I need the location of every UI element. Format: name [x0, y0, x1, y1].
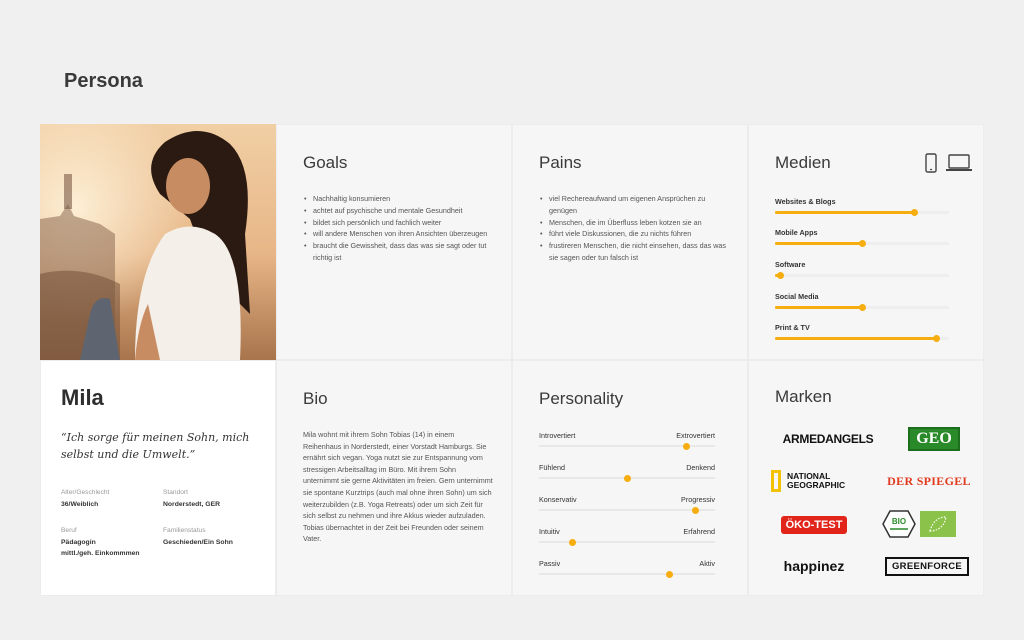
media-knob — [859, 240, 866, 247]
personality-slider — [539, 527, 715, 551]
media-fill — [775, 306, 862, 309]
persona-name: Mila — [61, 385, 104, 410]
goals-title: Goals — [303, 153, 348, 172]
goals-card — [276, 124, 512, 360]
age-value: 36/Weiblich — [61, 501, 99, 508]
list-item: • braucht die Gewissheit, dass das was sie sagt oder tut richtig ist — [303, 240, 493, 264]
trait-right-label: Denkend — [686, 463, 715, 472]
list-item: • führt viele Diskussionen, die zu nichts führen — [539, 228, 729, 240]
medien-title: Medien — [775, 153, 831, 172]
happinez-logo: happinez — [783, 558, 845, 574]
eu-organic-leaf-icon — [920, 511, 956, 537]
trait-right-label: Erfahrend — [683, 527, 715, 536]
location-value: Norderstedt, GER — [163, 501, 221, 508]
trait-left-label: Introvertiert — [539, 431, 576, 440]
list-item: • achtet auf psychische und mentale Gesundheit — [303, 205, 493, 217]
personality-slider — [539, 463, 715, 487]
oekotest-logo: ÖKO-TEST — [781, 516, 848, 534]
laptop-icon — [945, 154, 973, 172]
personality-title: Personality — [539, 389, 624, 408]
list-item: • frustireren Menschen, die nicht einsehen, dass das was sie sagen oder tun falsch ist — [539, 240, 729, 264]
media-label: Social Media — [775, 292, 819, 301]
smartphone-icon — [925, 153, 937, 173]
media-label: Websites & Blogs — [775, 197, 836, 206]
media-item — [775, 197, 949, 214]
greenforce-logo: GREENFORCE — [885, 557, 969, 576]
trait-track — [539, 509, 715, 511]
profile-card — [40, 360, 276, 596]
pains-card — [512, 124, 748, 360]
pains-title: Pains — [539, 153, 582, 172]
spiegel-logo: DER SPIEGEL — [887, 473, 971, 488]
bio-hexagon-icon — [882, 510, 916, 538]
persona-quote: “Ich sorge für meinen Sohn, mich selbst und die Umwelt.” — [61, 431, 250, 461]
list-item: • Nachhaltig konsumieren — [303, 193, 493, 205]
media-label: Mobile Apps — [775, 228, 818, 237]
natgeo-logo: NATIONAL GEOGRAPHIC — [787, 471, 846, 490]
bio-title: Bio — [303, 389, 328, 408]
list-item: • viel Rechereaufwand um eigenen Ansprüchen zu genügen — [539, 193, 729, 217]
trait-right-label: Progressiv — [681, 495, 715, 504]
personality-slider — [539, 431, 715, 455]
geo-logo-wrap — [903, 425, 965, 453]
trait-track — [539, 541, 715, 543]
media-item — [775, 292, 949, 309]
media-track — [775, 242, 949, 245]
marken-card — [748, 360, 984, 596]
job-label: Beruf — [61, 527, 77, 534]
marken-title: Marken — [775, 387, 832, 406]
trait-track — [539, 445, 715, 447]
list-item: • Menschen, die im Überfluss leben kotzen sie an — [539, 217, 729, 229]
personality-card — [512, 360, 748, 596]
job-value: Pädagogin — [61, 539, 96, 546]
trait-left-label: Intuitiv — [539, 527, 560, 536]
media-knob — [933, 335, 940, 342]
geo-logo: GEO — [908, 427, 960, 451]
personality-slider — [539, 495, 715, 519]
trait-right-label: Extrovertiert — [676, 431, 715, 440]
goals-list — [303, 193, 493, 264]
income-value: mittl./geh. Einkommmen — [61, 550, 140, 557]
trait-knob — [683, 443, 690, 450]
family-value: Geschieden/Ein Sohn — [163, 539, 233, 546]
media-track — [775, 211, 949, 214]
trait-left-label: Passiv — [539, 559, 561, 568]
list-item: • will andere Menschen von ihren Ansichten überzeugen — [303, 228, 493, 240]
media-track — [775, 337, 949, 340]
family-label: Familienstatus — [163, 527, 206, 534]
page-title: Persona — [64, 70, 143, 92]
persona-photo — [40, 124, 276, 360]
media-track — [775, 274, 949, 277]
media-label: Print & TV — [775, 323, 810, 332]
media-track — [775, 306, 949, 309]
trait-knob — [666, 571, 673, 578]
media-fill — [775, 211, 914, 214]
trait-left-label: Konservativ — [539, 495, 577, 504]
trait-knob — [624, 475, 631, 482]
media-fill — [775, 337, 937, 340]
natgeo-frame-icon — [771, 470, 781, 492]
media-item — [775, 260, 949, 277]
medien-card — [748, 124, 984, 360]
list-item: • bildet sich persönlich und fachlich weiter — [303, 217, 493, 229]
media-knob — [859, 304, 866, 311]
media-knob — [911, 209, 918, 216]
media-knob — [777, 272, 784, 279]
trait-left-label: Fühlend — [539, 463, 565, 472]
personality-slider — [539, 559, 715, 583]
bio-logo-wrap — [879, 509, 959, 539]
bio-card — [276, 360, 512, 596]
natgeo-logo-wrap — [771, 467, 881, 495]
location-label: Standort — [163, 489, 188, 496]
pains-list — [539, 193, 729, 264]
trait-knob — [692, 507, 699, 514]
oekotest-logo-wrap — [771, 511, 857, 539]
trait-right-label: Aktiv — [699, 559, 715, 568]
media-label: Software — [775, 260, 806, 269]
bio-text: BIO — [891, 517, 907, 526]
bio-text: Mila wohnt mit ihrem Sohn Tobias (14) in einem Reihenhaus in Norderstedt, einer Vorstadt Hamburgs. Sie ernährt sich vegan. Yoga nutzt sie zur Entspannung vom stressigen Arbeitsalltag im Büro. Mit ihrem Sohn unternimmt sie gerne Aktivitäten im freien. Gern unternimmt sie spontane Kurztrips (auch mal ohne ihren Sohn) um sich weiterzubilden (z.B. Yoga Retreats) oder um sich Zeit für sich selbst zu nehmen und ihre Akkus wieder aufzuladen. Tobias übernachtet in der Zeit bei Freunden oder seinem Vater. — [303, 430, 493, 544]
media-fill — [775, 242, 862, 245]
trait-track — [539, 477, 715, 479]
trait-knob — [569, 539, 576, 546]
greenforce-logo-wrap — [879, 553, 975, 579]
armedangels-logo: ARMEDANGELS — [782, 432, 874, 446]
trait-track — [539, 573, 715, 575]
age-label: Alter/Geschlecht — [61, 489, 110, 496]
media-item — [775, 228, 949, 245]
media-item — [775, 323, 949, 340]
